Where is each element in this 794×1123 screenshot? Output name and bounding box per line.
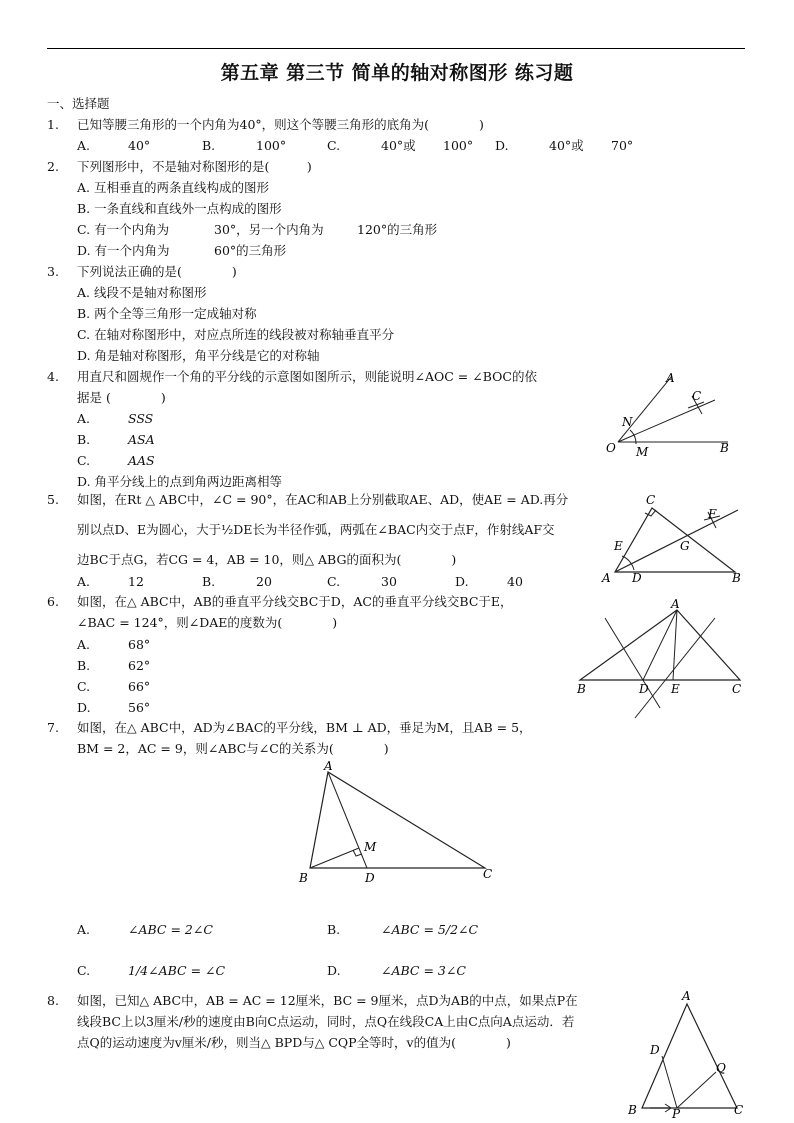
q6-option-b: 62° (128, 658, 151, 673)
q1-number: 1. (47, 117, 59, 132)
q6-stem-line2: ∠BAC = 124°，则∠DAE的度数为( ) (77, 615, 338, 630)
q4-option-a-letter: A. (77, 411, 91, 426)
q5-option-d: 40 (507, 574, 523, 589)
q1-option-d: 40°或 (549, 138, 584, 153)
q7-option-b-letter: B. (327, 922, 341, 937)
q7-stem-line1: 如图，在△ ABC中，AD为∠BAC的平分线，BM ⊥ AD，垂足为M，且AB = 5， (77, 720, 532, 735)
q5-option-c-letter: C. (327, 574, 341, 589)
q8-number: 8. (47, 993, 59, 1008)
q8-label-D: D (650, 1043, 660, 1057)
q5-right-triangle-figure (600, 490, 750, 585)
q7-option-d: ∠ABC = 3∠C (381, 963, 466, 978)
q3-number: 3. (47, 264, 59, 279)
q1-stem: 已知等腰三角形的一个内角为40°，则这个等腰三角形的底角为( ) (77, 117, 484, 132)
q4-option-d: D. 角平分线上的点到角两边距离相等 (77, 474, 283, 489)
q6-triangle-figure (575, 598, 750, 723)
q4-stem-line1: 用直尺和圆规作一个角的平分线的示意图如图所示，则能说明∠AOC = ∠BOC的依 (77, 369, 537, 384)
q1-option-d-letter: D. (495, 138, 509, 153)
page-title: 第五章 第三节 简单的轴对称图形 练习题 (220, 62, 574, 84)
q7-option-a: ∠ABC = 2∠C (128, 922, 213, 937)
q7-label-C: C (483, 867, 493, 881)
q4-label-N: N (622, 415, 633, 429)
q7-option-c: 1/4∠ABC = ∠C (128, 963, 226, 978)
q5-option-b: 20 (256, 574, 272, 589)
q7-label-M: M (364, 840, 377, 854)
q5-label-F: F (708, 507, 717, 521)
q8-label-B: B (628, 1103, 637, 1117)
q4-option-c-letter: C. (77, 453, 91, 468)
q5-label-A: A (602, 571, 611, 585)
q6-label-C: C (732, 682, 742, 696)
q7-option-a-letter: A. (77, 922, 91, 937)
q7-number: 7. (47, 720, 59, 735)
q8-label-C: C (734, 1103, 744, 1117)
q6-option-c: 66° (128, 679, 151, 694)
q4-angle-bisector-figure (600, 370, 750, 465)
q8-stem-line1: 如图，已知△ ABC中，AB = AC = 12厘米，BC = 9厘米，点D为AB的中点，如果点P在 (77, 993, 578, 1008)
q6-option-a: 68° (128, 637, 151, 652)
q4-option-c: AAS (128, 453, 155, 468)
q3-option-a: A. 线段不是轴对称图形 (77, 285, 207, 300)
q7-triangle-figure (295, 760, 505, 888)
q2-option-c-mid: 30°，另一个内角为 (214, 222, 324, 237)
q1-option-b: 100° (256, 138, 287, 153)
q1-option-d-2: 70° (611, 138, 634, 153)
q2-option-d-end: 60°的三角形 (214, 243, 287, 258)
q1-option-a: 40° (128, 138, 151, 153)
q7-label-D: D (365, 871, 375, 885)
q6-label-E: E (671, 682, 680, 696)
q8-stem-line3: 点Q的运动速度为v厘米/秒，则当△ BPD与△ CQP全等时，v的值为( ) (77, 1035, 511, 1050)
q2-option-a: A. 互相垂直的两条直线构成的图形 (77, 180, 269, 195)
q1-option-c-letter: C. (327, 138, 341, 153)
q5-option-c: 30 (381, 574, 397, 589)
q4-label-M: M (636, 445, 649, 459)
q2-option-d: D. 有一个内角为 (77, 243, 170, 258)
q4-label-A: A (666, 371, 675, 385)
header-rule (47, 48, 745, 49)
q2-option-c: C. 有一个内角为 (77, 222, 170, 237)
q5-label-G: G (680, 539, 690, 553)
q4-option-a: SSS (128, 411, 154, 426)
q8-label-P: P (672, 1107, 681, 1121)
q4-label-O: O (606, 441, 616, 455)
q7-label-A: A (324, 759, 333, 773)
q8-stem-line2: 线段BC上以3厘米/秒的速度由B向C点运动，同时，点Q在线段CA上由C点向A点运动．若 (77, 1014, 575, 1029)
q4-label-B: B (720, 441, 729, 455)
q7-option-d-letter: D. (327, 963, 341, 978)
q5-option-d-letter: D. (455, 574, 469, 589)
q7-stem-line2: BM = 2，AC = 9，则∠ABC与∠C的关系为( ) (77, 741, 389, 756)
q5-option-a-letter: A. (77, 574, 91, 589)
q5-option-a: 12 (128, 574, 144, 589)
q5-stem-line2: 别以点D、E为圆心，大于½DE长为半径作弧，两弧在∠BAC内交于点F，作射线AF交 (77, 522, 555, 537)
q4-option-b: ASA (128, 432, 155, 447)
q6-number: 6. (47, 594, 59, 609)
q8-label-A: A (682, 989, 691, 1003)
q5-number: 5. (47, 492, 59, 507)
q2-number: 2. (47, 159, 59, 174)
q1-option-c: 40°或 (381, 138, 416, 153)
q7-label-B: B (299, 871, 308, 885)
q5-stem-line1: 如图，在Rt △ ABC中，∠C = 90°，在AC和AB上分别截取AE、AD，使AE = AD.再分 (77, 492, 569, 507)
q6-option-a-letter: A. (77, 637, 91, 652)
q1-option-c-2: 100° (443, 138, 474, 153)
section-heading: 一、选择题 (47, 96, 110, 111)
q3-option-c: C. 在轴对称图形中，对应点所连的线段被对称轴垂直平分 (77, 327, 395, 342)
q8-label-Q: Q (716, 1061, 726, 1075)
q4-label-C: C (692, 389, 702, 403)
q5-stem-line3: 边BC于点G，若CG = 4，AB = 10，则△ ABG的面积为( ) (77, 552, 457, 567)
q6-stem-line1: 如图，在△ ABC中，AB的垂直平分线交BC于D，AC的垂直平分线交BC于E， (77, 594, 513, 609)
q3-option-b: B. 两个全等三角形一定成轴对称 (77, 306, 257, 321)
q5-label-C: C (646, 493, 656, 507)
q6-option-d-letter: D. (77, 700, 91, 715)
q2-option-b: B. 一条直线和直线外一点构成的图形 (77, 201, 282, 216)
q6-label-A: A (671, 597, 680, 611)
q2-stem: 下列图形中，不是轴对称图形的是( ) (77, 159, 312, 174)
q1-option-a-letter: A. (77, 138, 91, 153)
q4-stem-line2: 据是 ( ) (77, 390, 166, 405)
q6-option-b-letter: B. (77, 658, 91, 673)
q2-option-c-end: 120°的三角形 (357, 222, 438, 237)
q1-option-b-letter: B. (202, 138, 216, 153)
q6-option-d: 56° (128, 700, 151, 715)
q3-stem: 下列说法正确的是( ) (77, 264, 237, 279)
q7-option-b: ∠ABC = 5/2∠C (381, 922, 479, 937)
q3-option-d: D. 角是轴对称图形，角平分线是它的对称轴 (77, 348, 320, 363)
q5-label-E: E (614, 539, 623, 553)
q7-option-c-letter: C. (77, 963, 91, 978)
q4-number: 4. (47, 369, 59, 384)
q5-label-B: B (732, 571, 741, 585)
q6-label-D: D (639, 682, 649, 696)
q4-option-b-letter: B. (77, 432, 91, 447)
q6-label-B: B (577, 682, 586, 696)
q8-isosceles-triangle-figure (622, 988, 752, 1121)
q5-label-D: D (632, 571, 642, 585)
q5-option-b-letter: B. (202, 574, 216, 589)
q6-option-c-letter: C. (77, 679, 91, 694)
